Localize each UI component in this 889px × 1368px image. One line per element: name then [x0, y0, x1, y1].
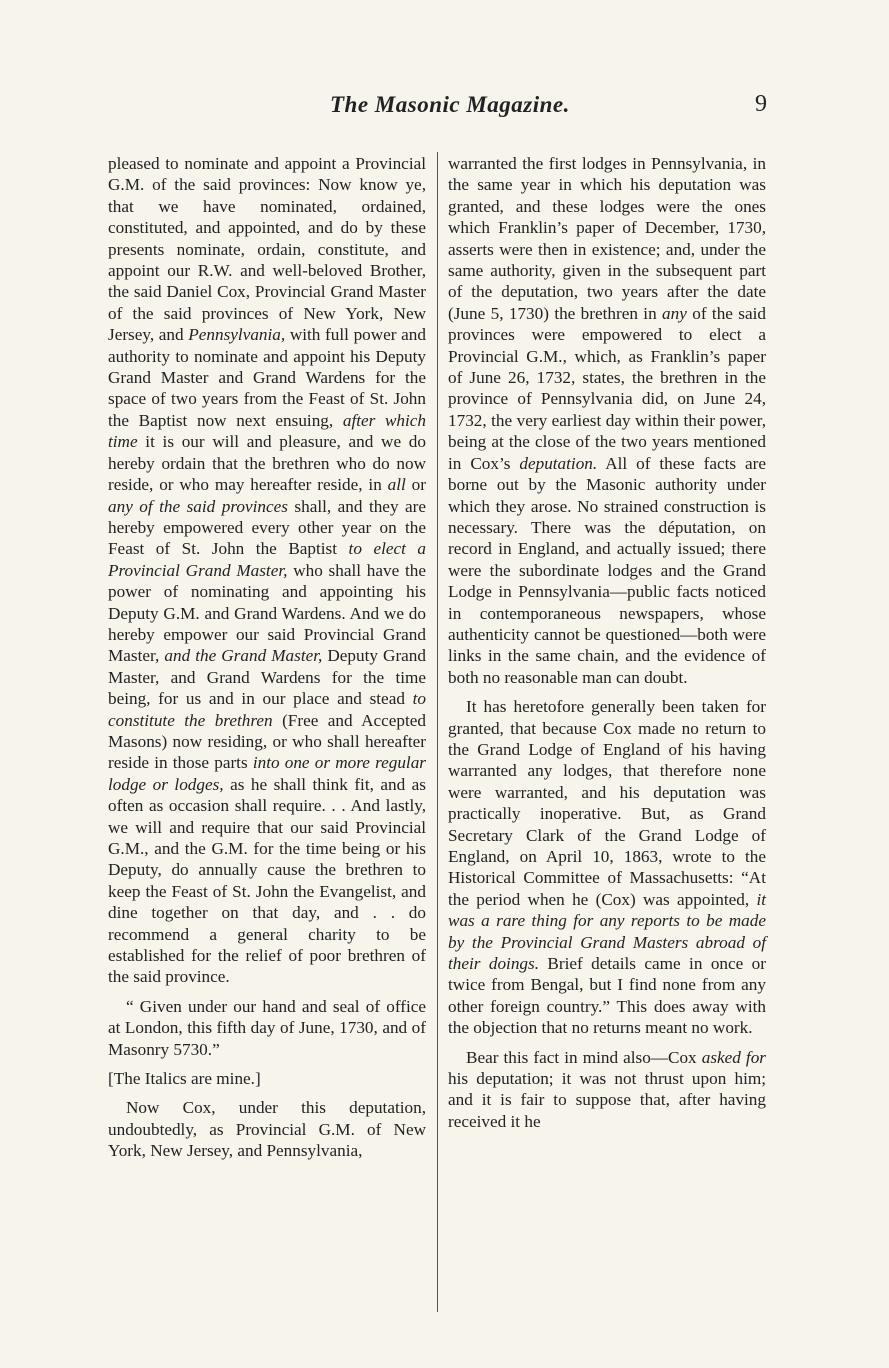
page-header — [0, 92, 889, 132]
paragraph: It has heretofore generally been taken for granted, that because Cox made no return to the Grand Lodge of England of his having warranted any lodges, that therefore none were warranted, and his deputation was practically inoperative. But, as Grand Secretary Clark of the Grand Lodge of England, on April 10, 1863, wrote to the Historical Committee of Massachusetts: “At the period when he (Cox) was appointed, it was a rare thing for any reports to be made by the Provincial Grand Masters abroad of their doings. Brief details came in once or twice from Bengal, but I find none from any other foreign country.” This does away with the objection that no returns meant no work. — [448, 697, 766, 1038]
page-number: 9 — [755, 91, 767, 117]
right-column — [448, 153, 766, 1132]
magazine-title: The Masonic Magazine. — [330, 92, 570, 117]
column-divider — [437, 152, 438, 1312]
paragraph: “ Given under our hand and seal of office at London, this fifth day of June, 1730, and of Masonry 5730.” — [108, 996, 426, 1059]
paragraph: warranted the first lodges in Pennsylvania, in the same year in which his deputation was granted, and these lodges were the ones which Franklin’s paper of December, 1730, asserts were then in existence; and, under the same authority, given in the subsequent part of the deputation, two years after the date (June 5, 1730) the brethren in any of the said provinces were empowered to elect a Provincial G.M., which, as Franklin’s paper of June 26, 1732, states, the brethren in the province of Pennsylvania did, on June 24, 1732, the very earliest day within their power, being at the close of the two years mentioned in Cox’s deputation. All of these facts are borne out by the Masonic authority under which they arose. No strained construction is necessary. There was the députation, on record in England, and actually issued; there were the subordinate lodges and the Grand Lodge in Pennsylvania—public facts noticed in contemporaneous newspapers, whose authenticity cannot be questioned—both were links in the same chain, and the evidence of both no reasonable man can doubt. — [448, 154, 766, 687]
left-column — [108, 153, 426, 1162]
paragraph: Now Cox, under this deputation, undoubtedly, as Provincial G.M. of New York, New Jersey, and Pennsylvania, — [108, 1098, 426, 1161]
paragraph: Bear this fact in mind also—Cox asked for his deputation; it was not thrust upon him; and it is fair to suppose that, after having received it he — [448, 1047, 766, 1131]
paragraph: pleased to nominate and appoint a Provincial G.M. of the said provinces: Now know ye, that we have nominated, ordained, constituted, and appointed, and do by these presents nominate, ordain, constitute, and appoint our R.W. and well-beloved Brother, the said Daniel Cox, Provincial Grand Master of the said provinces of New York, New Jersey, and Pennsylvania, with full power and authority to nominate and appoint his Deputy Grand Master and Grand Wardens for the space of two years from the Feast of St. John the Baptist now next ensuing, after which time it is our will and pleasure, and we do hereby ordain that the brethren who do now reside, or who may hereafter reside, in all or any of the said provinces shall, and they are hereby empowered every other year on the Feast of St. John the Baptist to elect a Provincial Grand Master, who shall have the power of nominating and appointing his Deputy G.M. and Grand Wardens. And we do hereby empower our said Provincial Grand Master, and the Grand Master, Deputy Grand Master, and Grand Wardens for the time being, for us and in our place and stead to constitute the brethren (Free and Accepted Masons) now residing, or who shall hereafter reside in those parts into one or more regular lodge or lodges, as he shall think fit, and as often as occasion shall require. . . And lastly, we will and require that our said Provincial G.M., and the G.M. for the time being or his Deputy, do annually cause the brethren to keep the Feast of St. John the Evangelist, and dine together on that day, and . . do recommend a general charity to be established for the relief of poor brethren of the said province. — [108, 154, 427, 987]
paragraph: [The Italics are mine.] — [108, 1069, 261, 1089]
